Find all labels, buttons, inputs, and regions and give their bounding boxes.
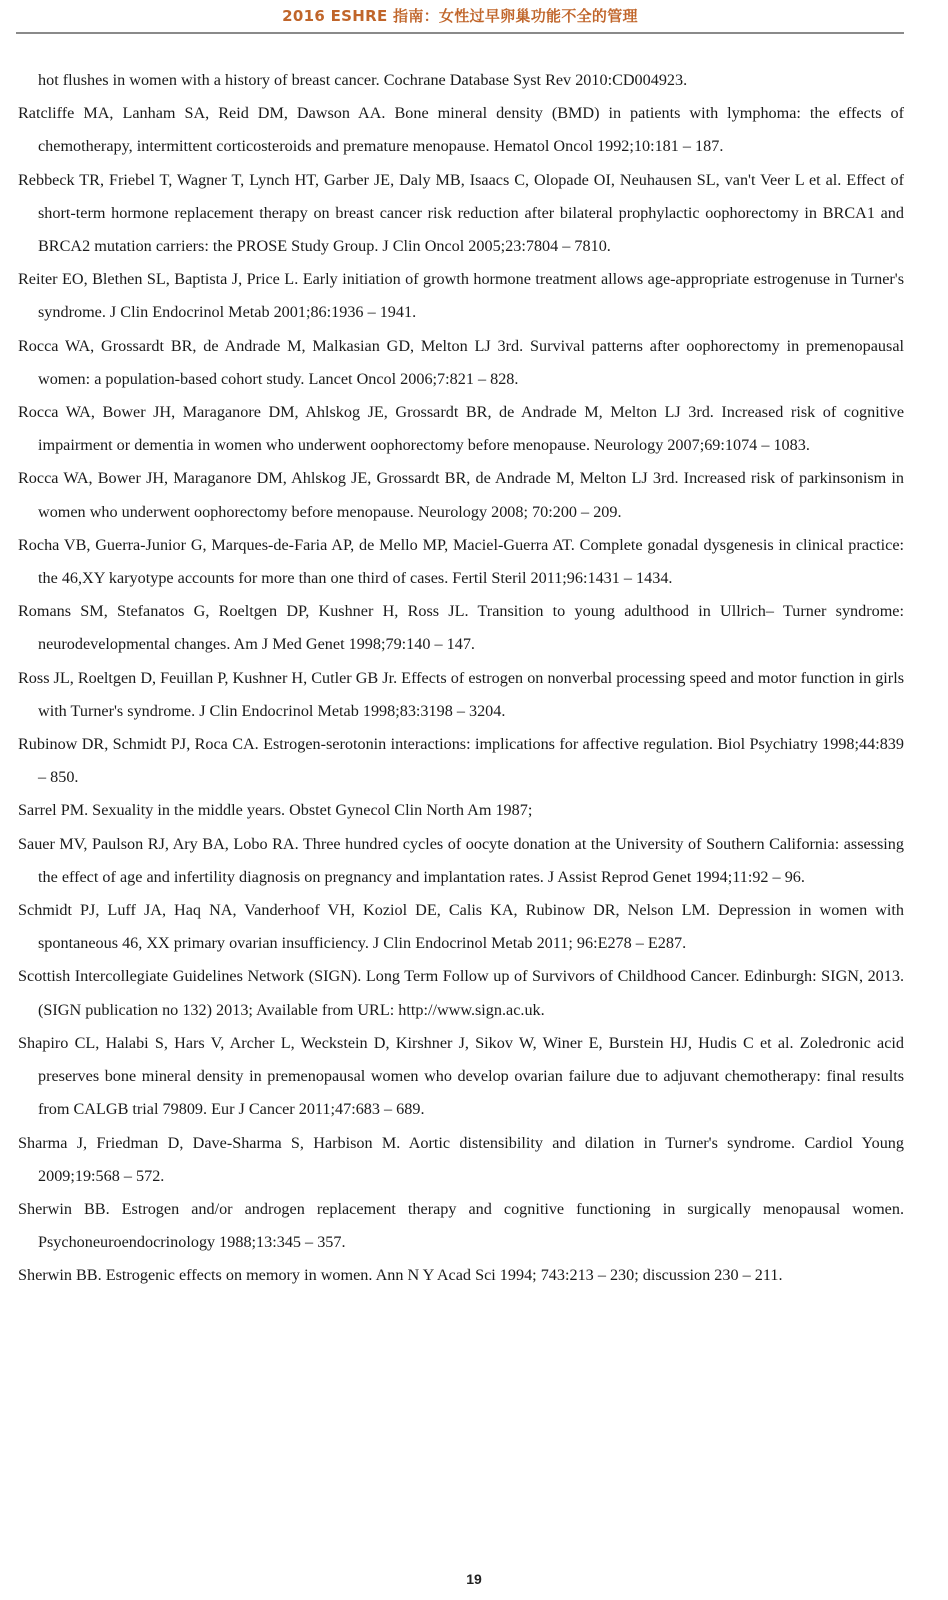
header-title: 2016 ESHRE 指南：女性过早卵巢功能不全的管理 — [282, 7, 638, 25]
reference-item: Ross JL, Roeltgen D, Feuillan P, Kushner H, Cutler GB Jr. Effects of estrogen on nonverbal processing speed and motor function in girls with Turner's syndrome. J Clin Endocrinol Metab 1998;83:3198 – 3204. — [18, 668, 904, 720]
reference-item: Rocca WA, Bower JH, Maraganore DM, Ahlskog JE, Grossardt BR, de Andrade M, Melton LJ 3rd. Increased risk of parkinsonism in women who underwent oophorectomy before menopause. Neurology 2008; 70:200 – 209. — [18, 469, 904, 521]
reference-item: Sharma J, Friedman D, Dave-Sharma S, Harbison M. Aortic distensibility and dilation in Turner's syndrome. Cardiol Young 2009;19:568 – 572. — [18, 1133, 904, 1185]
reference-item: Reiter EO, Blethen SL, Baptista J, Price L. Early initiation of growth hormone treatment allows age-appropriate estrogenuse in Turner's syndrome. J Clin Endocrinol Metab 2001;86:1936 – 1941. — [18, 270, 904, 322]
page-number: 19 — [466, 1571, 482, 1587]
reference-item: Scottish Intercollegiate Guidelines Network (SIGN). Long Term Follow up of Survivors of Childhood Cancer. Edinburgh: SIGN, 2013. (SIGN publication no 132) 2013; Available from URL: http://www.sign.ac.uk. — [18, 967, 904, 1019]
reference-item: Rubinow DR, Schmidt PJ, Roca CA. Estrogen-serotonin interactions: implications for affective regulation. Biol Psychiatry 1998;44:839 – 850. — [18, 735, 904, 787]
page-header — [16, 0, 904, 34]
reference-item: Romans SM, Stefanatos G, Roeltgen DP, Kushner H, Ross JL. Transition to young adulthood in Ullrich– Turner syndrome: neurodevelopmental changes. Am J Med Genet 1998;79:140 – 147. — [18, 602, 904, 654]
reference-item: Ratcliffe MA, Lanham SA, Reid DM, Dawson AA. Bone mineral density (BMD) in patients with lymphoma: the effects of chemotherapy, intermittent corticosteroids and premature menopause. Hematol Oncol 1992;10:181 – 187. — [18, 104, 904, 156]
reference-item: Rocca WA, Grossardt BR, de Andrade M, Malkasian GD, Melton LJ 3rd. Survival patterns after oophorectomy in premenopausal women: a population-based cohort study. Lancet Oncol 2006;7:821 – 828. — [18, 336, 904, 388]
reference-item: Rocha VB, Guerra-Junior G, Marques-de-Faria AP, de Mello MP, Maciel-Guerra AT. Complete gonadal dysgenesis in clinical practice: the 46,XY karyotype accounts for more than one third of cases. Fertil Steril 2011;96:1431 – 1434. — [18, 535, 904, 588]
reference-list — [18, 64, 904, 1293]
reference-item: Shapiro CL, Halabi S, Hars V, Archer L, Weckstein D, Kirshner J, Sikov W, Winer E, Burstein HJ, Hudis C et al. Zoledronic acid preserves bone mineral density in premenopausal women who develop ovarian failure due to adjuvant chemotherapy: final results from CALGB trial 79809. Eur J Cancer 2011;47:683 – 689. — [18, 1033, 904, 1119]
reference-item: hot flushes in women with a history of breast cancer. Cochrane Database Syst Rev 2010:CD004923. — [38, 71, 688, 89]
reference-item: Sarrel PM. Sexuality in the middle years. Obstet Gynecol Clin North Am 1987; — [18, 801, 533, 820]
reference-item: Rocca WA, Bower JH, Maraganore DM, Ahlskog JE, Grossardt BR, de Andrade M, Melton LJ 3rd. Increased risk of cognitive impairment or dementia in women who underwent oophorectomy before menopause. Neurology 2007;69:1074 – 1083. — [18, 403, 904, 455]
reference-item: Sauer MV, Paulson RJ, Ary BA, Lobo RA. Three hundred cycles of oocyte donation at the University of Southern California: assessing the effect of age and infertility diagnosis on pregnancy and implantation rates. J Assist Reprod Genet 1994;11:92 – 96. — [18, 834, 904, 886]
reference-item: Sherwin BB. Estrogenic effects on memory in women. Ann N Y Acad Sci 1994; 743:213 – 230; discussion 230 – 211. — [18, 1266, 783, 1285]
reference-item: Schmidt PJ, Luff JA, Haq NA, Vanderhoof VH, Koziol DE, Calis KA, Rubinow DR, Nelson LM. Depression in women with spontaneous 46, XX primary ovarian insufficiency. J Clin Endocrinol Metab 2011; 96:E278 – E287. — [18, 901, 904, 953]
reference-item: Sherwin BB. Estrogen and/or androgen replacement therapy and cognitive functioning in surgically menopausal women. Psychoneuroendocrinology 1988;13:345 – 357. — [18, 1199, 904, 1252]
reference-item: Rebbeck TR, Friebel T, Wagner T, Lynch HT, Garber JE, Daly MB, Isaacs C, Olopade OI, Neuhausen SL, van't Veer L et al. Effect of short-term hormone replacement therapy on breast cancer risk reduction after bilateral prophylactic oophorectomy in BRCA1 and BRCA2 mutation carriers: the PROSE Study Group. J Clin Oncol 2005;23:7804 – 7810. — [18, 170, 904, 256]
